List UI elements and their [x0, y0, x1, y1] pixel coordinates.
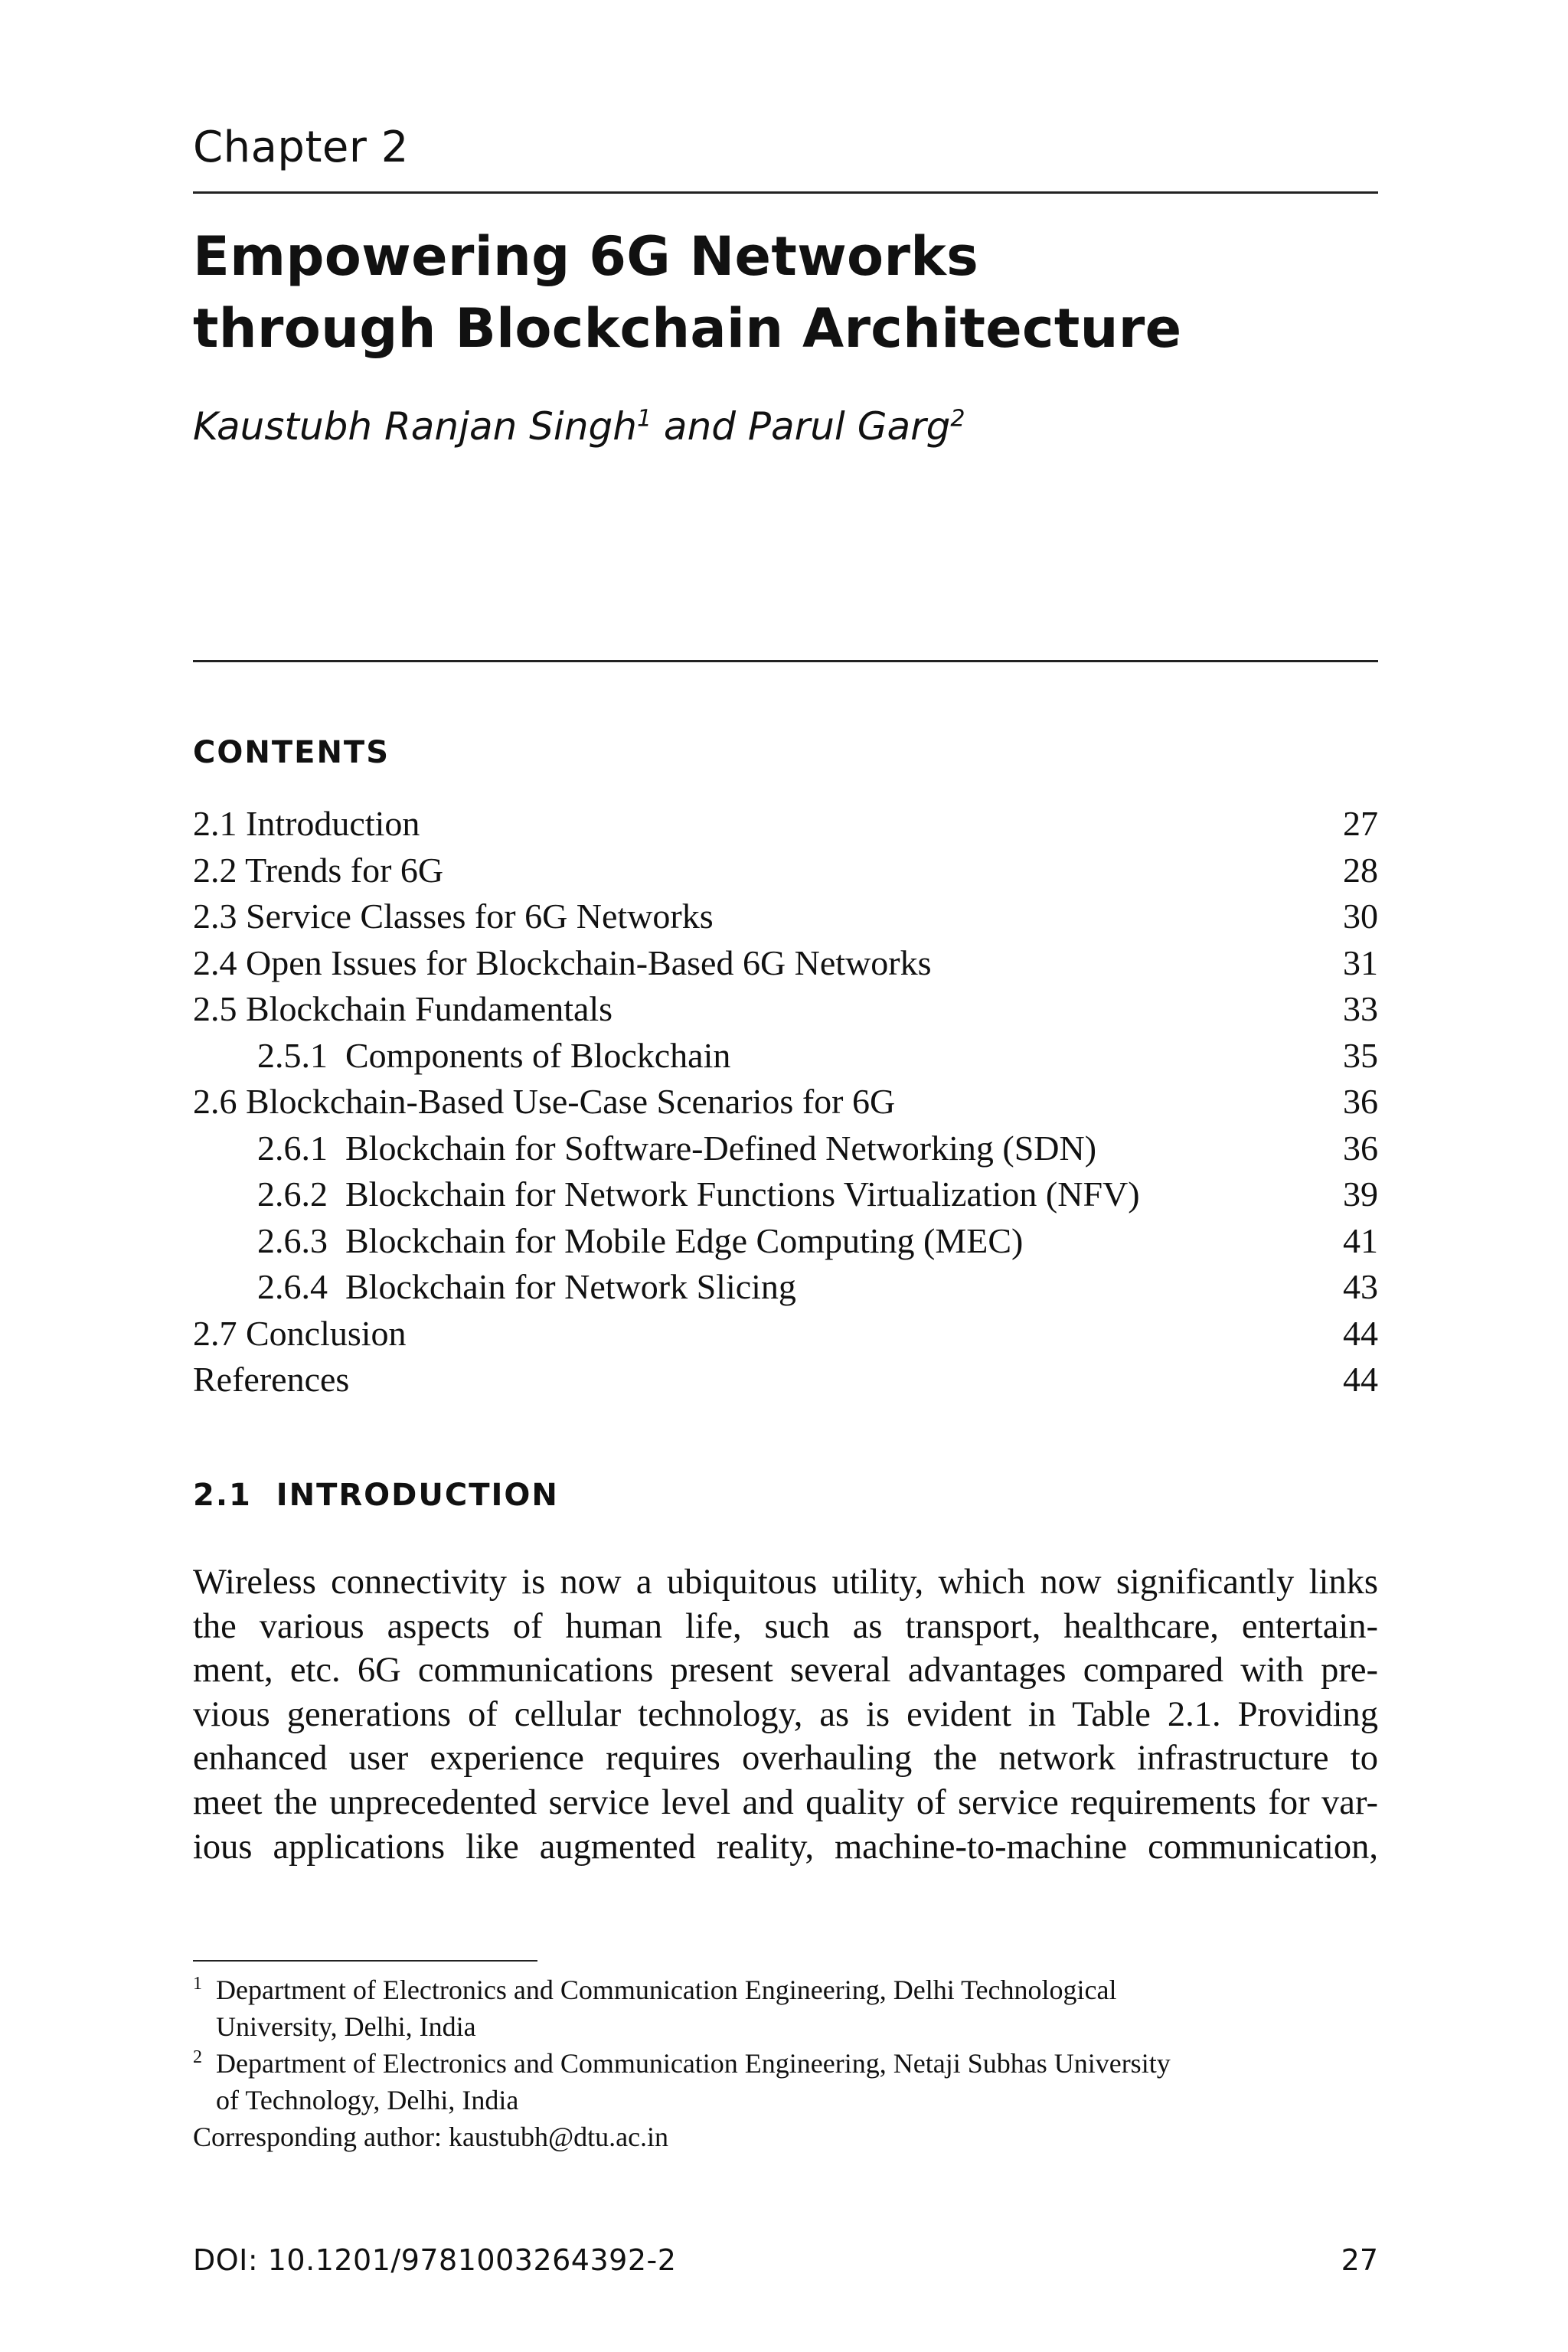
- toc-entry[interactable]: [193, 1311, 1378, 1357]
- section-heading-introduction: 2.1 INTRODUCTION: [193, 1478, 559, 1513]
- author-joiner: and: [652, 404, 748, 449]
- toc-entry[interactable]: [193, 848, 1378, 894]
- toc-entry-page: 41: [1343, 1220, 1378, 1260]
- paragraph-line: the various aspects of human life, such as transport, healthcare, entertain-: [193, 1606, 1378, 1646]
- toc-entry-label: References: [193, 1360, 350, 1399]
- footnote-1: [193, 1971, 1378, 2045]
- footnotes: [193, 1971, 1378, 2155]
- paragraph-line: Wireless connectivity is now a ubiquitous utility, which now significantly links: [193, 1563, 1378, 1602]
- toc-entry-page: 39: [1343, 1174, 1378, 1214]
- book-page: [193, 0, 1378, 2352]
- corresponding-author: Corresponding author: kaustubh@dtu.ac.in: [193, 2122, 669, 2152]
- chapter-title-line-2: through Blockchain Architecture: [193, 297, 1182, 360]
- toc-subentry[interactable]: [193, 1033, 1378, 1080]
- toc-entry-label: 2.6.3 Blockchain for Mobile Edge Computing (MEC): [257, 1220, 1024, 1260]
- chapter-title: [193, 220, 1378, 364]
- toc-entry-label: 2.6.2 Blockchain for Network Functions Virtualization (NFV): [257, 1174, 1140, 1214]
- chapter-label: Chapter 2: [193, 122, 409, 172]
- toc-entry-page: 36: [1343, 1082, 1378, 1121]
- introduction-paragraph: [193, 1560, 1378, 1869]
- page-number: 27: [1341, 2243, 1378, 2277]
- contents-heading: CONTENTS: [193, 735, 390, 770]
- toc-entry-page: 43: [1343, 1267, 1378, 1306]
- toc-subentry[interactable]: [193, 1171, 1378, 1218]
- footnote-2-line-2: of Technology, Delhi, India: [216, 2085, 519, 2115]
- toc-entry-page: 27: [1343, 804, 1378, 843]
- toc-entry-label: 2.2 Trends for 6G: [193, 850, 444, 890]
- paragraph-line: enhanced user experience requires overhauling the network infrastructure to: [193, 1739, 1378, 1779]
- paragraph-line: ment, etc. 6G communications present several advantages compared with pre-: [193, 1651, 1378, 1690]
- footnote-1-line-2: University, Delhi, India: [216, 2011, 476, 2042]
- table-of-contents: [193, 801, 1378, 1403]
- toc-entry[interactable]: [193, 986, 1378, 1033]
- footnote-2: [193, 2045, 1378, 2118]
- author-2-affiliation-mark: 2: [950, 405, 965, 433]
- contents-top-rule: [193, 660, 1378, 662]
- footnote-1-mark: 1: [193, 1974, 202, 1994]
- author-1-affiliation-mark: 1: [636, 405, 652, 433]
- toc-entry[interactable]: [193, 1079, 1378, 1125]
- footnote-1-line-1: Department of Electronics and Communication Engineering, Delhi Technological: [216, 1975, 1117, 2005]
- chapter-top-rule: [193, 191, 1378, 194]
- toc-subentry[interactable]: [193, 1218, 1378, 1265]
- toc-entry-label: 2.5.1 Components of Blockchain: [257, 1035, 731, 1075]
- toc-entry-label: 2.3 Service Classes for 6G Networks: [193, 897, 714, 936]
- footnote-2-mark: 2: [193, 2047, 202, 2067]
- toc-entry-label: 2.1 Introduction: [193, 804, 420, 843]
- toc-entry-page: 44: [1343, 1360, 1378, 1399]
- paragraph-line: ious applications like augmented reality, machine-to-machine communication,: [193, 1827, 1378, 1867]
- author-2: Parul Garg: [747, 404, 951, 449]
- author-1: Kaustubh Ranjan Singh: [193, 404, 637, 449]
- toc-entry[interactable]: [193, 893, 1378, 940]
- toc-entry-label: 2.6.4 Blockchain for Network Slicing: [257, 1267, 796, 1306]
- toc-subentry[interactable]: [193, 1125, 1378, 1172]
- toc-entry-label: 2.4 Open Issues for Blockchain-Based 6G Networks: [193, 942, 932, 982]
- toc-subentry[interactable]: [193, 1264, 1378, 1311]
- toc-entry[interactable]: [193, 801, 1378, 848]
- chapter-title-line-1: Empowering 6G Networks: [193, 225, 979, 288]
- toc-entry-label: 2.5 Blockchain Fundamentals: [193, 989, 613, 1028]
- footnote-rule: [193, 1960, 537, 1962]
- paragraph-line: meet the unprecedented service level and quality of service requirements for var-: [193, 1782, 1378, 1822]
- paragraph-line: vious generations of cellular technology, as is evident in Table 2.1. Providing: [193, 1694, 1378, 1734]
- toc-entry-page: 44: [1343, 1313, 1378, 1353]
- toc-entry-label: 2.7 Conclusion: [193, 1313, 407, 1353]
- doi-footer: DOI: 10.1201/9781003264392-2: [193, 2243, 677, 2277]
- author-line: [193, 404, 965, 449]
- toc-entry-label: 2.6 Blockchain-Based Use-Case Scenarios for 6G: [193, 1082, 896, 1121]
- footnote-2-line-1: Department of Electronics and Communication Engineering, Netaji Subhas University: [216, 2048, 1171, 2079]
- toc-entry-page: 33: [1343, 989, 1378, 1028]
- toc-entry-page: 36: [1343, 1128, 1378, 1168]
- toc-entry-page: 30: [1343, 897, 1378, 936]
- toc-entry[interactable]: [193, 940, 1378, 987]
- toc-entry-page: 28: [1343, 850, 1378, 890]
- toc-entry-page: 31: [1343, 942, 1378, 982]
- toc-entry-label: 2.6.1 Blockchain for Software-Defined Networking (SDN): [257, 1128, 1097, 1168]
- toc-entry-page: 35: [1343, 1035, 1378, 1075]
- toc-entry[interactable]: [193, 1357, 1378, 1403]
